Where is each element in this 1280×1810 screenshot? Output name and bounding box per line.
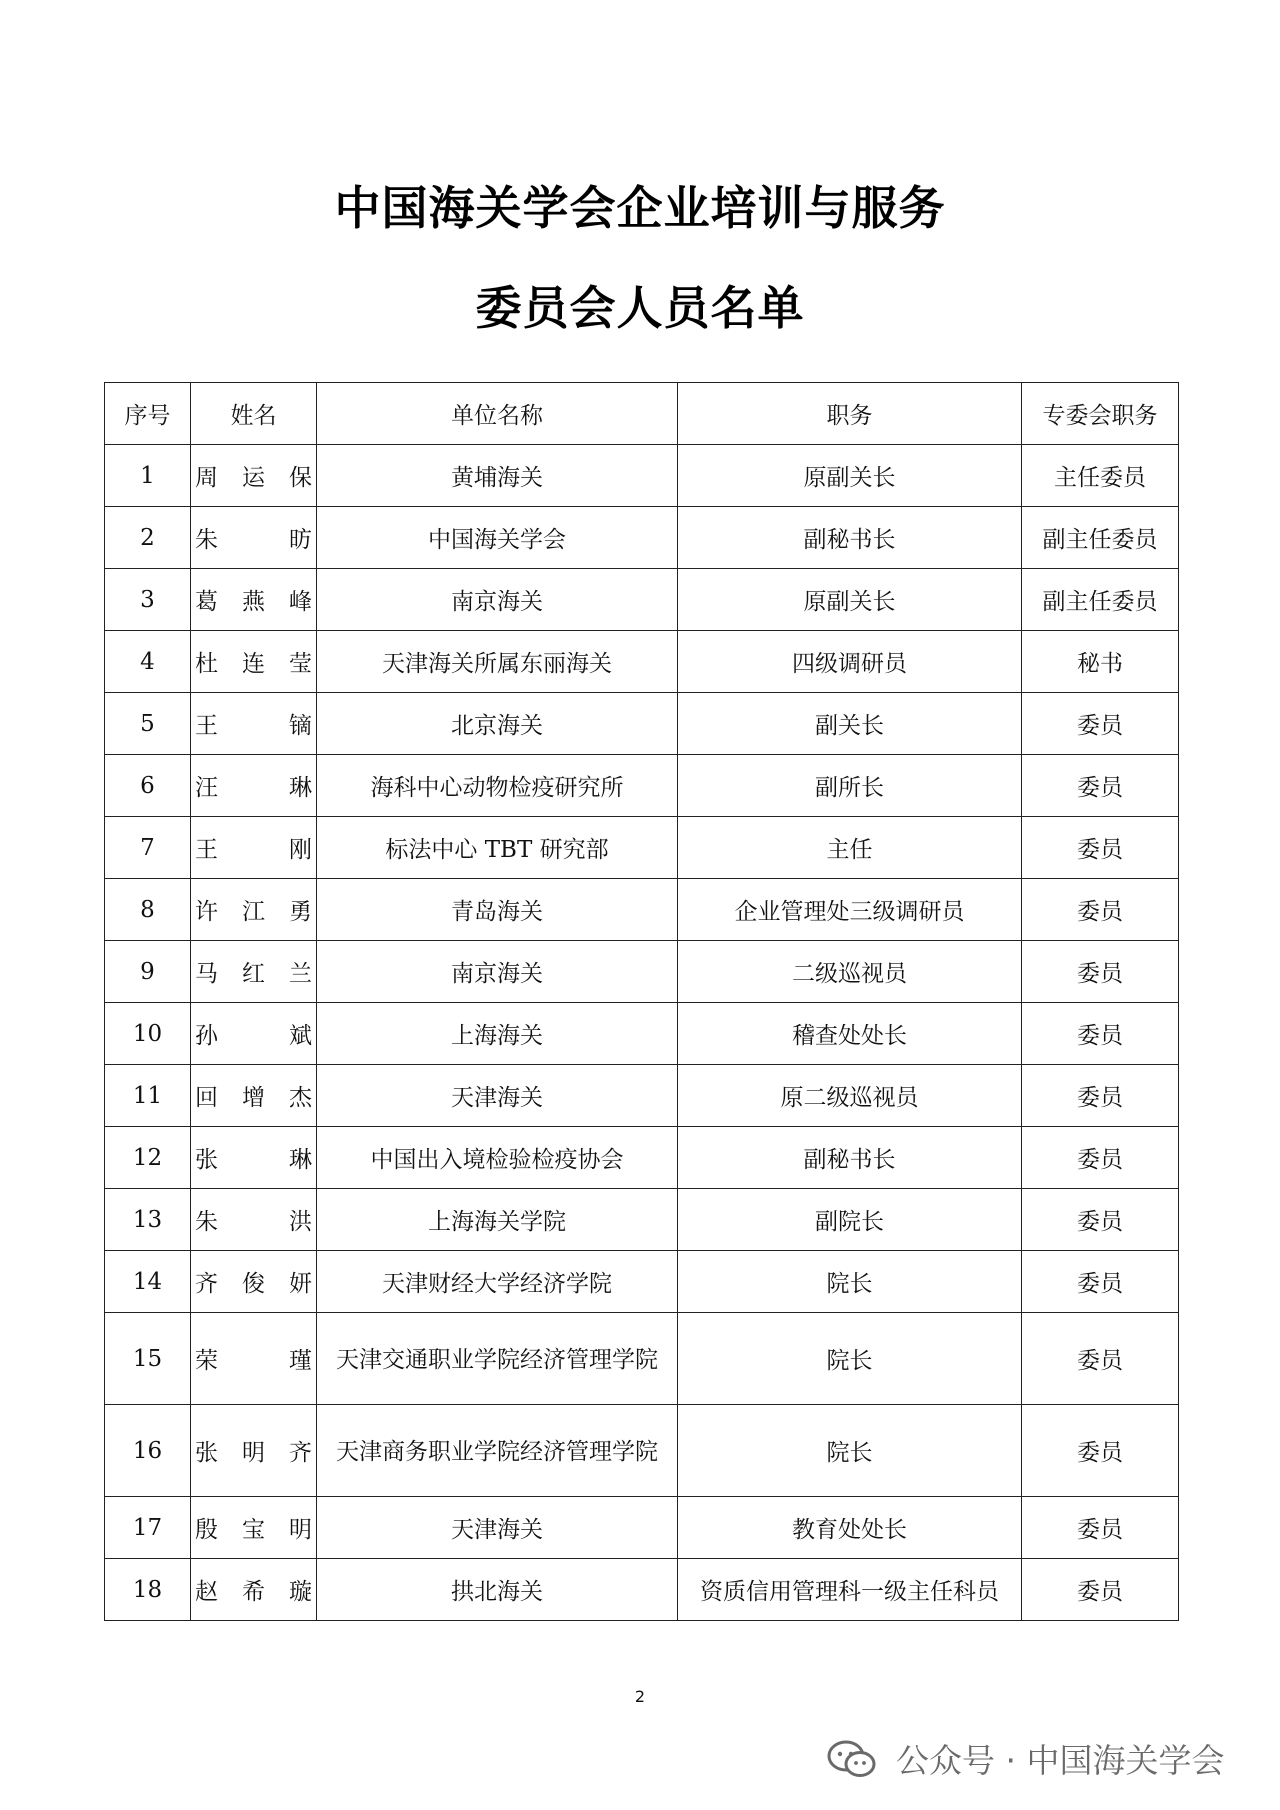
member-post: 稽查处处长: [678, 1003, 1022, 1065]
member-name: 王镝: [191, 693, 317, 755]
committee-role: 委员: [1022, 1251, 1179, 1313]
member-name: 周运保: [191, 445, 317, 507]
table-row: [105, 1497, 1179, 1559]
member-unit: 黄埔海关: [317, 445, 678, 507]
member-post: 二级巡视员: [678, 941, 1022, 1003]
row-index: 1: [105, 445, 191, 507]
member-name: 回增杰: [191, 1065, 317, 1127]
member-name: 王刚: [191, 817, 317, 879]
watermark-text: 公众号 · 中国海关学会: [896, 1741, 1225, 1780]
member-post: 原副关长: [678, 569, 1022, 631]
member-name: 张琳: [191, 1127, 317, 1189]
row-index: 8: [105, 879, 191, 941]
table-row: [105, 879, 1179, 941]
committee-role: 委员: [1022, 1405, 1179, 1497]
document-title-line-2: 委员会人员名单: [475, 281, 805, 335]
row-index: 4: [105, 631, 191, 693]
committee-role: 委员: [1022, 1313, 1179, 1405]
member-post: 四级调研员: [678, 631, 1022, 693]
member-name: 朱昉: [191, 507, 317, 569]
table-row: [105, 1251, 1179, 1313]
table-row: [105, 941, 1179, 1003]
member-post: 副秘书长: [678, 507, 1022, 569]
table-row: [105, 755, 1179, 817]
row-index: 3: [105, 569, 191, 631]
member-unit: 天津海关: [317, 1065, 678, 1127]
table-row: [105, 1405, 1179, 1497]
member-unit: 天津交通职业学院经济管理学院: [317, 1313, 678, 1405]
committee-role: 副主任委员: [1022, 569, 1179, 631]
table-row: [105, 1003, 1179, 1065]
row-index: 2: [105, 507, 191, 569]
member-name: 汪琳: [191, 755, 317, 817]
member-post: 副院长: [678, 1189, 1022, 1251]
member-post: 原副关长: [678, 445, 1022, 507]
table-row: [105, 1127, 1179, 1189]
row-index: 13: [105, 1189, 191, 1251]
member-unit: 海科中心动物检疫研究所: [317, 755, 678, 817]
committee-role: 秘书: [1022, 631, 1179, 693]
member-post: 院长: [678, 1405, 1022, 1497]
member-unit: 中国海关学会: [317, 507, 678, 569]
member-unit: 南京海关: [317, 569, 678, 631]
table-row: [105, 693, 1179, 755]
member-name: 孙斌: [191, 1003, 317, 1065]
member-unit: 天津财经大学经济学院: [317, 1251, 678, 1313]
member-post: 院长: [678, 1313, 1022, 1405]
member-post: 副所长: [678, 755, 1022, 817]
table-row: [105, 507, 1179, 569]
table-header-row: [105, 383, 1179, 445]
member-unit: 南京海关: [317, 941, 678, 1003]
committee-role: 委员: [1022, 1127, 1179, 1189]
member-name: 杜连莹: [191, 631, 317, 693]
wechat-icon: [826, 1739, 878, 1779]
member-name: 荣瑾: [191, 1313, 317, 1405]
row-index: 16: [105, 1405, 191, 1497]
row-index: 7: [105, 817, 191, 879]
member-unit: 中国出入境检验检疫协会: [317, 1127, 678, 1189]
committee-role: 主任委员: [1022, 445, 1179, 507]
header-committee-role: 专委会职务: [1022, 383, 1179, 445]
header-index: 序号: [105, 383, 191, 445]
committee-role: 委员: [1022, 879, 1179, 941]
member-post: 副关长: [678, 693, 1022, 755]
committee-role: 委员: [1022, 755, 1179, 817]
table-row: [105, 1559, 1179, 1621]
table-row: [105, 1065, 1179, 1127]
committee-role: 副主任委员: [1022, 507, 1179, 569]
row-index: 12: [105, 1127, 191, 1189]
row-index: 5: [105, 693, 191, 755]
header-unit: 单位名称: [317, 383, 678, 445]
table-row: [105, 569, 1179, 631]
header-name: 姓名: [191, 383, 317, 445]
member-name: 朱洪: [191, 1189, 317, 1251]
wechat-account-watermark: [826, 1735, 1224, 1782]
member-name: 赵希璇: [191, 1559, 317, 1621]
table-row: [105, 631, 1179, 693]
member-unit: 青岛海关: [317, 879, 678, 941]
member-post: 主任: [678, 817, 1022, 879]
member-post: 副秘书长: [678, 1127, 1022, 1189]
member-name: 张明齐: [191, 1405, 317, 1497]
row-index: 14: [105, 1251, 191, 1313]
committee-role: 委员: [1022, 941, 1179, 1003]
member-post: 教育处处长: [678, 1497, 1022, 1559]
row-index: 10: [105, 1003, 191, 1065]
member-unit: 天津海关: [317, 1497, 678, 1559]
member-name: 殷宝明: [191, 1497, 317, 1559]
member-name: 许江勇: [191, 879, 317, 941]
row-index: 11: [105, 1065, 191, 1127]
table-row: [105, 445, 1179, 507]
member-unit: 上海海关: [317, 1003, 678, 1065]
committee-role: 委员: [1022, 693, 1179, 755]
table-row: [105, 1313, 1179, 1405]
row-index: 18: [105, 1559, 191, 1621]
member-roster-table: [104, 382, 1179, 1621]
member-name: 马红兰: [191, 941, 317, 1003]
committee-role: 委员: [1022, 1559, 1179, 1621]
table-row: [105, 817, 1179, 879]
document-title-line-1: 中国海关学会企业培训与服务: [334, 181, 946, 235]
row-index: 6: [105, 755, 191, 817]
member-unit: 北京海关: [317, 693, 678, 755]
header-post: 职务: [678, 383, 1022, 445]
member-post: 院长: [678, 1251, 1022, 1313]
member-name: 葛燕峰: [191, 569, 317, 631]
member-unit: 天津海关所属东丽海关: [317, 631, 678, 693]
page-number: 2: [634, 1687, 646, 1706]
member-unit: 天津商务职业学院经济管理学院: [317, 1405, 678, 1497]
table-row: [105, 1189, 1179, 1251]
member-post: 企业管理处三级调研员: [678, 879, 1022, 941]
row-index: 15: [105, 1313, 191, 1405]
committee-role: 委员: [1022, 1003, 1179, 1065]
committee-role: 委员: [1022, 1065, 1179, 1127]
member-unit: 上海海关学院: [317, 1189, 678, 1251]
member-post: 资质信用管理科一级主任科员: [678, 1559, 1022, 1621]
committee-role: 委员: [1022, 1497, 1179, 1559]
committee-role: 委员: [1022, 817, 1179, 879]
row-index: 17: [105, 1497, 191, 1559]
member-unit: 标法中心 TBT 研究部: [317, 817, 678, 879]
row-index: 9: [105, 941, 191, 1003]
member-unit: 拱北海关: [317, 1559, 678, 1621]
committee-role: 委员: [1022, 1189, 1179, 1251]
member-name: 齐俊妍: [191, 1251, 317, 1313]
member-post: 原二级巡视员: [678, 1065, 1022, 1127]
